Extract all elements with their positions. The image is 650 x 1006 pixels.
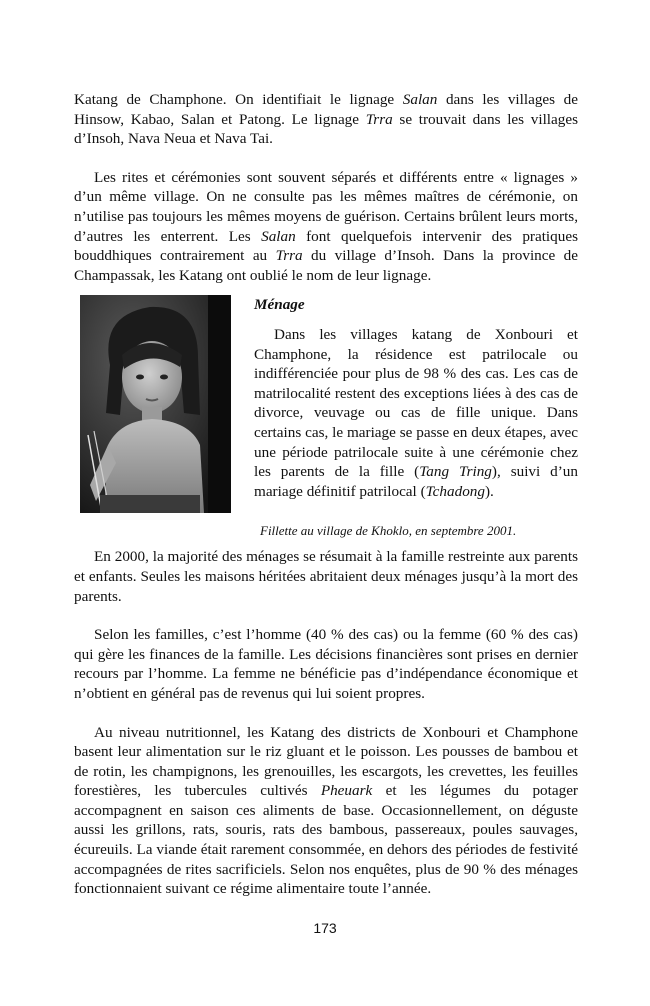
italic-term: Tchadong — [425, 482, 485, 500]
italic-term: Salan — [402, 91, 438, 108]
paragraph-gap — [74, 149, 578, 168]
paragraph-gap — [74, 606, 578, 625]
text-run: dans les villages de Hinsow, Kabao, Salan et Patong. Le lignage — [74, 91, 578, 128]
text-run: Au niveau nutritionnel, les Katang des districts de Xonbouri et Champhone basent leur alimentation sur le riz gluant et le poisson. Les pousses de bambou et de rotin, les champignons, les grenouilles, les escargots, les crevettes, les feuilles forestières, les tubercules cultivés — [74, 723, 578, 800]
paragraph-lineage-villages — [74, 90, 578, 149]
page-body — [74, 90, 578, 899]
paragraph-menage — [254, 325, 578, 501]
girl-photo — [80, 295, 231, 513]
italic-term: Trra — [365, 110, 393, 128]
paragraph-nutrition — [74, 723, 578, 899]
italic-term: Pheuark — [320, 782, 373, 800]
text-run: font quelquefois intervenir des pratiques bouddhiques contrairement au — [74, 227, 578, 265]
text-run: Les rites et cérémonies sont souvent séparés et différents entre « lignages » d’un même village. On ne consulte pas les mêmes maîtres de cérémonie, on n’utilise pas toujours les mêmes moyens de guérison. Certains brûlent leurs morts, d’autres les enterrent. Les — [74, 168, 578, 245]
text-run: du village d’Insoh. Dans la province de Champassak, les Katang ont oublié le nom de leur lignage. — [74, 247, 578, 284]
paragraph-gap — [74, 704, 578, 723]
menage-text — [254, 295, 578, 501]
text-run: ), suivi d’un mariage définitif patrilocal ( — [254, 463, 578, 500]
text-run: et les légumes du potager accompagnent en saison ces aliments de base. Occasionnellement, on déguste aussi les grillons, rats, souris, rats des bambous, passereaux, poules sauvages, écureuils. La viande était rarement consommée, en dehors des périodes de festivité accompagnées de rites sacrificiels. Selon nos enquêtes, plus de 90 % des ménages fonctionnaient suivant ce régime alimentaire toute l’année. — [74, 782, 578, 898]
page-number: 173 — [313, 920, 337, 936]
text-run: ). — [484, 482, 494, 500]
text-run: se trouvait dans les villages d’Insoh, Nava Neua et Nava Tai. — [74, 110, 578, 148]
section-heading-menage: Ménage — [254, 296, 305, 314]
menage-section — [74, 295, 578, 547]
italic-term: Tang Tring — [419, 463, 492, 481]
paragraph-rites — [74, 168, 578, 286]
italic-term: Salan — [261, 227, 296, 245]
paragraph-household-2000: En 2000, la majorité des ménages se résumait à la famille restreinte aux parents et enfants. Seules les maisons héritées abritaient deux ménages jusqu’à la mort des parents. — [74, 548, 578, 605]
italic-term: Trra — [275, 247, 303, 265]
photo-caption: Fillette au village de Khoklo, en septembre 2001. — [260, 523, 517, 539]
paragraph-finances: Selon les familles, c’est l’homme (40 % des cas) ou la femme (60 % des cas) qui gère les finances de la famille. Les décisions financières sont prises en dernier recours par l’homme. La femme ne bénéficie pas d’indépendance économique et n’obtient en général pas de revenus qui lui soient propres. — [74, 626, 578, 702]
text-run: Dans les villages katang de Xonbouri et Champhone, la résidence est patrilocale ou indifférenciée pour plus de 98 % des cas. Les cas de matrilocalité restent des exceptions liées à des cas de divorce, veuvage ou cas de fille unique. Dans certains cas, le mariage se passe en deux étapes, avec une période patrilocale suite à une cérémonie chez les parents de la fille ( — [254, 325, 578, 481]
text-run: Katang de Champhone. On identifiait le lignage — [74, 91, 403, 108]
